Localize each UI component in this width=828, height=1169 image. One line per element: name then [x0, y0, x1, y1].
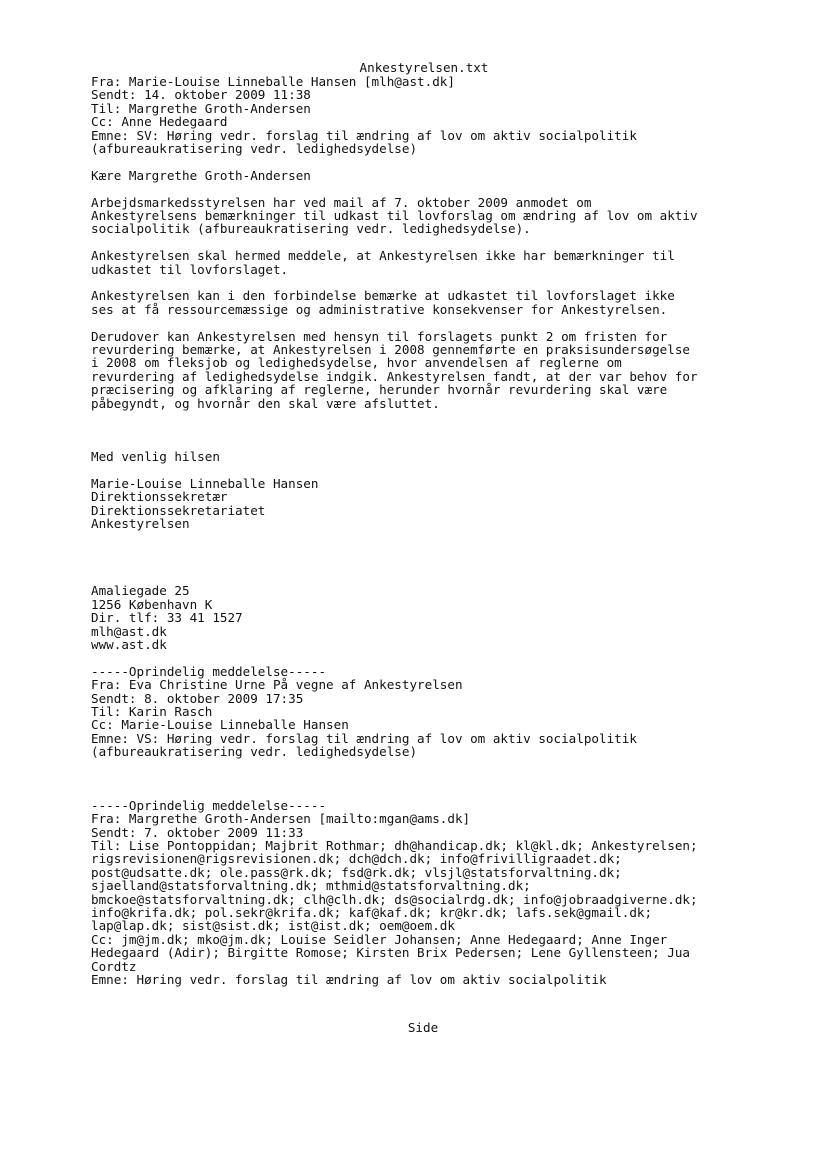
message-separator: -----Oprindelig meddelelse-----	[91, 663, 327, 679]
header-sent: Sendt: 14. oktober 2009 11:38	[91, 87, 311, 103]
signature-phone: Dir. tlf: 33 41 1527	[91, 610, 243, 626]
header-from: Fra: Marie-Louise Linneballe Hansen [mlh@ast.dk]	[91, 74, 455, 89]
forward-subject: Emne: VS: Høring vedr. forslag til ændring af lov om aktiv socialpolitik	[91, 730, 637, 746]
paragraph-line: Ankestyrelsen kan i den forbindelse bemærke at udkastet til lovforslaget ikke	[91, 288, 675, 304]
signature-closing: Med venlig hilsen	[91, 449, 220, 465]
forward-to-line: lap@lap.dk; sist@sist.dk; ist@ist.dk; oem@oem.dk	[91, 918, 455, 934]
signature-street: Amaliegade 25	[91, 583, 190, 599]
forward-from: Fra: Eva Christine Urne På vegne af Ankestyrelsen	[91, 677, 463, 693]
forward-sent: Sendt: 7. oktober 2009 11:33	[91, 824, 304, 840]
forward-cc-line: Hedegaard (Adir); Birgitte Romose; Kirsten Brix Pedersen; Lene Gyllensteen; Jua	[91, 945, 690, 961]
forwarded-message-2	[91, 799, 791, 987]
signature-email-link[interactable]: mlh@ast.dk	[91, 623, 167, 639]
forward-cc-line: Cc: jm@jm.dk; mko@jm.dk; Louise Seidler Johansen; Anne Hedegaard; Anne Inger	[91, 931, 668, 947]
signature-city: 1256 København K	[91, 596, 213, 612]
header-subject: Emne: SV: Høring vedr. forslag til ændring af lov om aktiv socialpolitik	[91, 127, 637, 143]
header-subject-cont: (afbureaukratisering vedr. ledighedsydelse)	[91, 141, 418, 157]
email-body	[91, 75, 791, 986]
signature-name: Marie-Louise Linneballe Hansen	[91, 476, 319, 492]
paragraph-line: Derudover kan Ankestyrelsen med hensyn til forslagets punkt 2 om fristen for	[91, 328, 668, 344]
forward-from: Fra: Margrethe Groth-Andersen [mailto:mgan@ams.dk]	[91, 811, 471, 827]
forward-to-line: rigsrevisionen@rigsrevisionen.dk; dch@dch.dk; info@frivilligraadet.dk;	[91, 851, 622, 867]
email-header	[91, 75, 791, 155]
forward-subject-cont: (afbureaukratisering vedr. ledighedsydelse)	[91, 744, 418, 760]
forward-to: Til: Karin Rasch	[91, 703, 213, 719]
paragraph-line: udkastet til lovforslaget.	[91, 261, 289, 277]
document-title: Ankestyrelsen.txt	[359, 60, 489, 75]
forward-cc-line: Cordtz	[91, 958, 137, 974]
forward-sent: Sendt: 8. oktober 2009 17:35	[91, 690, 304, 706]
forward-to-line: bmckoe@statsforvaltning.dk; clh@clh.dk; ds@socialrdg.dk; info@jobraadgiverne.dk;	[91, 891, 698, 907]
message-separator: -----Oprindelig meddelelse-----	[91, 797, 327, 813]
forward-subject: Emne: Høring vedr. forslag til ændring af lov om aktiv socialpolitik	[91, 972, 607, 988]
forward-to-line: post@udsatte.dk; ole.pass@rk.dk; fsd@rk.dk; vlsjl@statsforvaltning.dk;	[91, 864, 622, 880]
paragraph-line: i 2008 om fleksjob og ledighedsydelse, hvor anvendelsen af reglerne om	[91, 355, 622, 371]
paragraph-line: Arbejdsmarkedsstyrelsen har ved mail af 7. oktober 2009 anmodet om	[91, 194, 592, 210]
paragraph-3	[91, 289, 791, 316]
forward-cc: Cc: Marie-Louise Linneballe Hansen	[91, 717, 349, 733]
paragraph-line: revurdering bemærke, at Ankestyrelsen i 2008 gennemførte en praksisundersøgelse	[91, 342, 690, 358]
paragraph-line: påbegyndt, og hvornår den skal være afsluttet.	[91, 395, 440, 411]
signature-web-link[interactable]: www.ast.dk	[91, 636, 167, 652]
forward-to-line: sjaelland@statsforvaltning.dk; mthmid@statsforvaltning.dk;	[91, 878, 531, 894]
paragraph-line: Ankestyrelsen skal hermed meddele, at Ankestyrelsen ikke har bemærkninger til	[91, 248, 675, 264]
header-to: Til: Margrethe Groth-Andersen	[91, 100, 311, 116]
paragraph-line: ses at få ressourcemæssige og administrative konsekvenser for Ankestyrelsen.	[91, 301, 668, 317]
paragraph-line: præcisering og afklaring af reglerne, herunder hvornår revurdering skal være	[91, 382, 668, 398]
header-cc: Cc: Anne Hedegaard	[91, 114, 228, 130]
paragraph-line: socialpolitik (afbureaukratisering vedr. ledighedsydelse).	[91, 221, 531, 237]
forwarded-message-1	[91, 665, 791, 759]
signature	[91, 450, 791, 651]
paragraph-line: revurdering af ledighedsydelse indgik. Ankestyrelsen fandt, at der var behov for	[91, 368, 698, 384]
page-footer: Side	[407, 1020, 439, 1035]
paragraph-2	[91, 249, 791, 276]
forward-to-line: Til: Lise Pontoppidan; Majbrit Rothmar; dh@handicap.dk; kl@kl.dk; Ankestyrelsen;	[91, 837, 698, 853]
signature-organization: Ankestyrelsen	[91, 516, 190, 532]
signature-title: Direktionssekretær	[91, 489, 228, 505]
paragraph-1	[91, 196, 791, 236]
signature-department: Direktionssekretariatet	[91, 502, 266, 518]
paragraph-4	[91, 330, 791, 410]
greeting: Kære Margrethe Groth-Andersen	[91, 167, 311, 183]
paragraph-line: Ankestyrelsens bemærkninger til udkast til lovforslag om ændring af lov om aktiv	[91, 208, 698, 224]
forward-to-line: info@krifa.dk; pol.sekr@krifa.dk; kaf@kaf.dk; kr@kr.dk; lafs.sek@gmail.dk;	[91, 904, 653, 920]
